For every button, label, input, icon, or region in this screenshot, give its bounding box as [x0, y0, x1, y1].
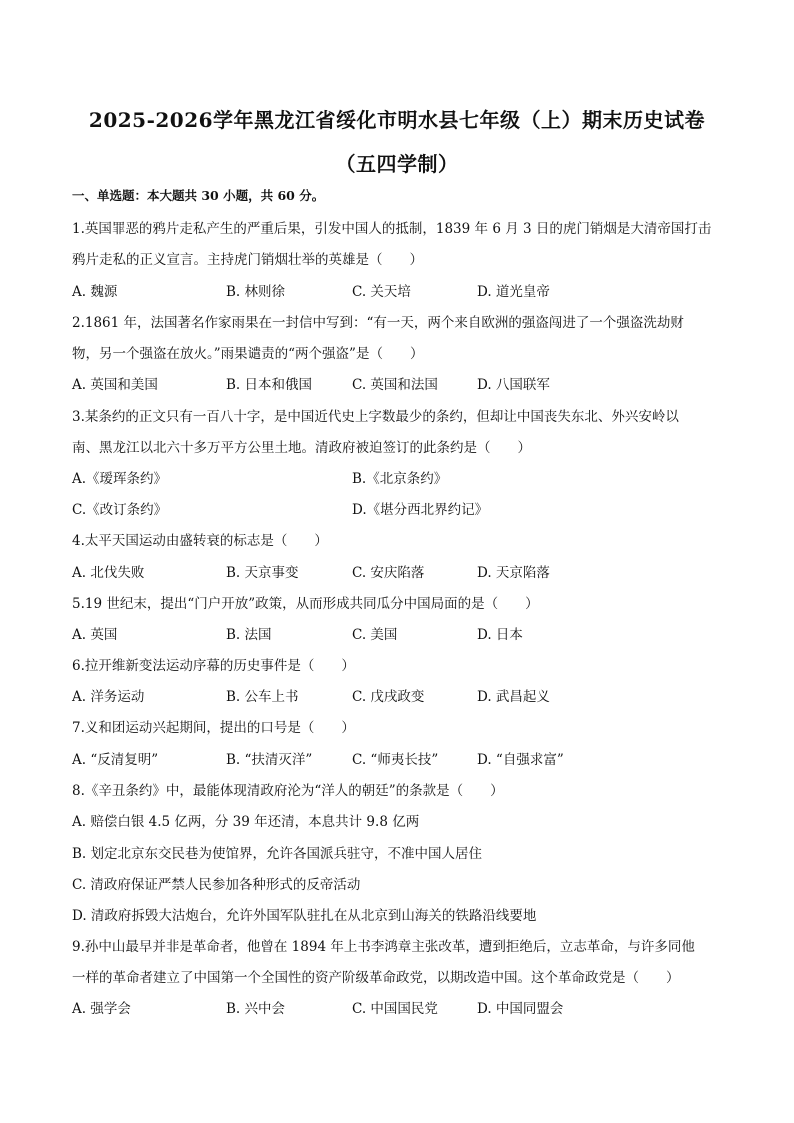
question-7-option-c: C. “师夷长技” [352, 752, 439, 768]
question-9-option-b: B. 兴中会 [226, 1001, 286, 1017]
question-6-option-a: A. 洋务运动 [72, 689, 145, 705]
question-3-text-line-1: 3.某条约的正文只有一百八十字，是中国近代史上字数最少的条约，但却让中国丧失东北、外兴安岭以 [72, 409, 679, 425]
question-1-text-line-2: 鸦片走私的正义宣言。主持虎门销烟壮举的英雄是（ ） [72, 252, 423, 268]
question-7-option-d: D. “自强求富” [477, 752, 564, 768]
question-3-option-a: A.《瑷珲条约》 [72, 471, 168, 487]
question-7-text: 7.义和团运动兴起期间，提出的口号是（ ） [72, 720, 355, 736]
question-1-text-line-1: 1.英国罪恶的鸦片走私产生的严重后果，引发中国人的抵制，1839 年 6 月 3 日的虎门销烟是大清帝国打击 [72, 221, 712, 237]
question-5-option-c: C. 美国 [352, 627, 398, 643]
question-2-text-line-1: 2.1861 年，法国著名作家雨果在一封信中写到：“有一天，两个来自欧洲的强盗闯进了一个强盗洗劫财 [72, 315, 684, 331]
question-2-option-d: D. 八国联军 [477, 377, 550, 393]
question-9-option-d: D. 中国同盟会 [477, 1001, 564, 1017]
question-3-option-c: C.《改订条约》 [72, 502, 168, 518]
question-9-text-line-2: 一样的革命者建立了中国第一个全国性的资产阶级革命政党，以期改造中国。这个革命政党是（ ） [72, 970, 680, 986]
question-1-option-d: D. 道光皇帝 [477, 284, 550, 300]
question-6-option-c: C. 戊戌政变 [352, 689, 425, 705]
question-8-option-c: C. 清政府保证严禁人民参加各种形式的反帝活动 [72, 877, 361, 893]
question-9-text-line-1: 9.孙中山最早并非是革命者，他曾在 1894 年上书李鸿章主张改革，遭到拒绝后，立志革命，与许多同他 [72, 939, 695, 955]
question-1-option-a: A. 魏源 [72, 284, 118, 300]
question-6-text: 6.拉开维新变法运动序幕的历史事件是（ ） [72, 658, 355, 674]
question-5-text: 5.19 世纪末，提出“门户开放”政策，从而形成共同瓜分中国局面的是（ ） [72, 596, 539, 612]
exam-title: 2025-2026学年黑龙江省绥化市明水县七年级（上）期末历史试卷 [88, 108, 706, 132]
question-1-option-b: B. 林则徐 [226, 284, 286, 300]
question-5-option-b: B. 法国 [226, 627, 272, 643]
question-6-option-d: D. 武昌起义 [477, 689, 550, 705]
question-4-option-d: D. 天京陷落 [477, 565, 550, 581]
question-8-option-d: D. 清政府拆毁大沽炮台，允许外国军队驻扎在从北京到山海关的铁路沿线要地 [72, 908, 537, 924]
question-8-option-b: B. 划定北京东交民巷为使馆界，允许各国派兵驻守，不准中国人居住 [72, 846, 483, 862]
question-9-option-a: A. 强学会 [72, 1001, 131, 1017]
question-8-option-a: A. 赔偿白银 4.5 亿两，分 39 年还清，本息共计 9.8 亿两 [72, 814, 420, 830]
question-4-text: 4.太平天国运动由盛转衰的标志是（ ） [72, 533, 328, 549]
question-2-option-c: C. 英国和法国 [352, 377, 438, 393]
question-3-option-d: D.《堪分西北界约记》 [352, 502, 489, 518]
question-2-option-a: A. 英国和美国 [72, 377, 158, 393]
question-8-text: 8.《辛丑条约》中，最能体现清政府沦为“洋人的朝廷”的条款是（ ） [72, 783, 504, 799]
exam-subtitle: （五四学制） [335, 152, 459, 176]
question-4-option-a: A. 北伐失败 [72, 565, 145, 581]
question-1-option-c: C. 关天培 [352, 284, 411, 300]
question-9-option-c: C. 中国国民党 [352, 1001, 438, 1017]
question-2-text-line-2: 物，另一个强盗在放火。”雨果谴责的“两个强盗”是（ ） [72, 346, 424, 362]
question-2-option-b: B. 日本和俄国 [226, 377, 313, 393]
question-5-option-d: D. 日本 [477, 627, 523, 643]
question-4-option-b: B. 天京事变 [226, 565, 299, 581]
section-header: 一、单选题：本大题共 30 小题，共 60 分。 [72, 188, 325, 203]
question-4-option-c: C. 安庆陷落 [352, 565, 425, 581]
question-7-option-a: A. “反清复明” [72, 752, 159, 768]
question-7-option-b: B. “扶清灭洋” [226, 752, 313, 768]
question-3-option-b: B.《北京条约》 [352, 471, 448, 487]
question-5-option-a: A. 英国 [72, 627, 118, 643]
question-6-option-b: B. 公车上书 [226, 689, 299, 705]
question-3-text-line-2: 南、黑龙江以北六十多万平方公里土地。清政府被迫签订的此条约是（ ） [72, 440, 531, 456]
